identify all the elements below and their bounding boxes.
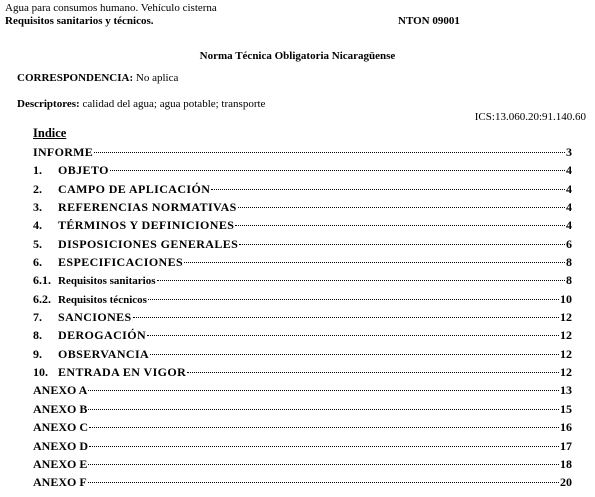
toc-leader-dots [235, 225, 565, 226]
toc-entry-page: 4 [566, 200, 572, 215]
toc-entry-number: 8. [33, 328, 42, 343]
toc-entry[interactable] [33, 143, 572, 161]
toc-entry-page: 17 [560, 438, 572, 453]
toc-entry[interactable] [33, 345, 572, 363]
toc-entry[interactable] [33, 363, 572, 381]
toc-entry-label: DISPOSICIONES GENERALES [58, 236, 239, 251]
toc-leader-dots [187, 372, 559, 373]
toc-entry[interactable] [33, 161, 572, 179]
toc-entry[interactable] [33, 235, 572, 253]
toc-entry-number: 6. [33, 255, 42, 270]
toc-entry-page: 12 [560, 328, 572, 343]
toc-entry[interactable] [33, 253, 572, 271]
toc-entry-label: TÉRMINOS Y DEFINICIONES [58, 218, 235, 233]
table-of-contents [33, 143, 572, 492]
descriptores-line [17, 98, 265, 110]
toc-entry-page: 20 [560, 475, 572, 490]
correspondencia-value: No aplica [135, 72, 179, 84]
toc-leader-dots [157, 280, 566, 281]
toc-entry-number: 7. [33, 310, 42, 325]
toc-entry-page: 6 [566, 236, 572, 251]
toc-entry-label: ANEXO B [33, 401, 88, 416]
toc-entry[interactable] [33, 271, 572, 289]
toc-leader-dots [88, 409, 559, 410]
toc-leader-dots [89, 446, 559, 447]
toc-entry-label: SANCIONES [58, 310, 132, 325]
toc-leader-dots [110, 170, 565, 171]
toc-entry-label: DEROGACIÓN [58, 328, 147, 343]
toc-entry-label: ANEXO F [33, 475, 87, 490]
toc-leader-dots [184, 262, 565, 263]
toc-entry[interactable] [33, 290, 572, 308]
toc-entry-page: 12 [560, 346, 572, 361]
toc-entry-label: ANEXO A [33, 383, 88, 398]
toc-entry[interactable] [33, 455, 572, 473]
toc-entry-page: 12 [560, 310, 572, 325]
toc-leader-dots [239, 244, 565, 245]
toc-leader-dots [88, 482, 559, 483]
toc-entry-label: CAMPO DE APLICACIÓN [58, 181, 211, 196]
toc-leader-dots [148, 299, 559, 300]
toc-entry[interactable] [33, 400, 572, 418]
header-standard-code: NTON 09001 [398, 15, 460, 27]
toc-entry-label: ANEXO C [33, 420, 89, 435]
toc-leader-dots [211, 189, 565, 190]
toc-entry-number: 9. [33, 346, 42, 361]
header-subtitle: Requisitos sanitarios y técnicos. [5, 15, 154, 27]
index-heading: Indice [33, 126, 67, 140]
toc-entry[interactable] [33, 198, 572, 216]
toc-entry-number: 6.2. [33, 291, 51, 306]
toc-entry-label: OBSERVANCIA [58, 346, 150, 361]
toc-entry-page: 3 [566, 145, 572, 159]
toc-entry[interactable] [33, 180, 572, 198]
toc-leader-dots [89, 427, 559, 428]
toc-entry-number: 5. [33, 236, 42, 251]
toc-leader-dots [94, 152, 565, 153]
toc-entry-page: 10 [560, 291, 572, 306]
toc-entry-page: 4 [566, 218, 572, 233]
toc-entry[interactable] [33, 216, 572, 234]
correspondencia-label: CORRESPONDENCIA: [17, 72, 134, 84]
toc-entry-label: INFORME [33, 145, 94, 159]
toc-entry[interactable] [33, 418, 572, 436]
descriptores-label: Descriptores: [17, 98, 80, 110]
toc-entry-page: 8 [566, 255, 572, 270]
toc-leader-dots [150, 354, 559, 355]
toc-entry-page: 8 [566, 273, 572, 288]
toc-entry-page: 4 [566, 163, 572, 178]
toc-entry-page: 18 [560, 456, 572, 471]
toc-leader-dots [133, 317, 559, 318]
toc-entry-label: Requisitos sanitarios [58, 275, 156, 288]
toc-entry-label: REFERENCIAS NORMATIVAS [58, 200, 237, 215]
toc-entry-page: 15 [560, 401, 572, 416]
descriptores-value: calidad del agua; agua potable; transporte [82, 98, 266, 110]
toc-entry-number: 2. [33, 181, 42, 196]
toc-leader-dots [88, 390, 559, 391]
toc-entry-page: 13 [560, 383, 572, 398]
toc-entry-number: 10. [33, 365, 48, 380]
standard-title: Norma Técnica Obligatoria Nicaragüense [199, 50, 396, 62]
toc-entry[interactable] [33, 308, 572, 326]
toc-entry[interactable] [33, 437, 572, 455]
toc-entry[interactable] [33, 381, 572, 399]
ics-code: ICS:13.060.20:91.140.60 [474, 111, 586, 123]
toc-entry-page: 12 [560, 365, 572, 380]
toc-entry-label: ENTRADA EN VIGOR [58, 365, 187, 380]
header-subject: Agua para consumos humano. Vehículo cisterna [5, 2, 217, 14]
toc-entry-label: ESPECIFICACIONES [58, 255, 184, 270]
toc-entry-number: 3. [33, 200, 42, 215]
toc-entry-page: 16 [560, 420, 572, 435]
toc-entry-number: 4. [33, 218, 42, 233]
toc-leader-dots [88, 464, 559, 465]
toc-leader-dots [238, 207, 565, 208]
toc-entry[interactable] [33, 473, 572, 491]
toc-entry-label: ANEXO E [33, 456, 88, 471]
toc-entry-label: ANEXO D [33, 438, 89, 453]
toc-entry-page: 4 [566, 181, 572, 196]
toc-entry-number: 6.1. [33, 273, 51, 288]
toc-entry-label: OBJETO [58, 163, 109, 178]
toc-leader-dots [147, 335, 559, 336]
toc-entry-number: 1. [33, 163, 42, 178]
toc-entry[interactable] [33, 326, 572, 344]
correspondencia-line [17, 72, 178, 84]
toc-entry-label: Requisitos técnicos [58, 293, 147, 306]
